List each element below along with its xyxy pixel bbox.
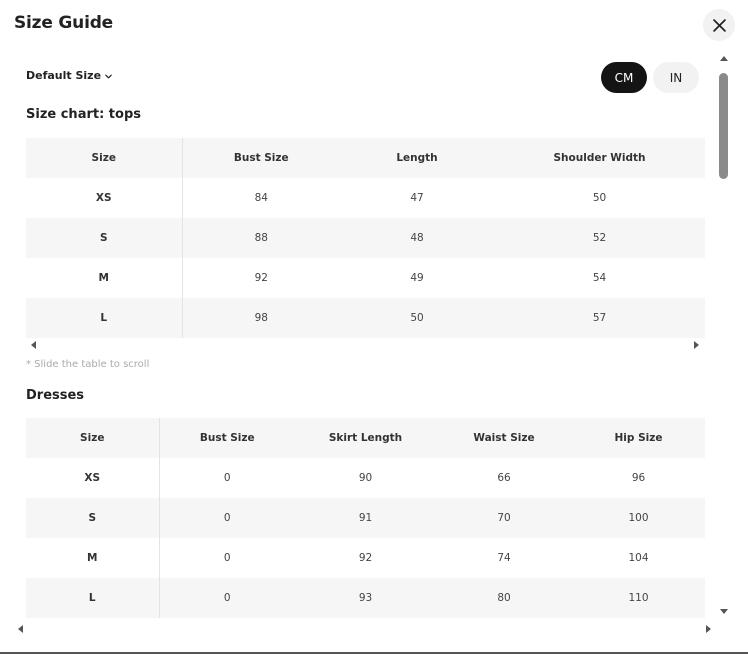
table-cell: 93: [295, 578, 436, 618]
unit-toggle: [601, 62, 699, 93]
column-header: Waist Size: [436, 418, 572, 458]
table-cell: 91: [295, 498, 436, 538]
column-header: Shoulder Width: [494, 138, 705, 178]
tops-table-container[interactable]: [26, 138, 705, 338]
column-header: Skirt Length: [295, 418, 436, 458]
table-cell: L: [26, 298, 182, 338]
page-horizontal-scrollbar[interactable]: [18, 625, 713, 635]
table-cell: 96: [631, 472, 646, 484]
table-cell: 100: [572, 498, 705, 538]
table-cell: 0: [223, 552, 231, 564]
table-cell: 92: [358, 552, 373, 564]
unit-cm-button[interactable]: CM: [601, 62, 647, 93]
tops-horizontal-scrollbar[interactable]: [31, 341, 701, 351]
dresses-size-table: [26, 418, 705, 618]
table-cell: 70: [436, 498, 572, 538]
table-cell: 90: [358, 472, 373, 484]
table-row: [26, 458, 705, 498]
table-cell: 0: [159, 578, 295, 618]
column-header: Bust Size: [182, 138, 340, 178]
table-row: [26, 298, 705, 338]
table-cell: 104: [628, 552, 649, 564]
scroll-right-arrow-icon[interactable]: [706, 625, 711, 633]
table-header-row: [26, 418, 705, 458]
table-cell: M: [26, 258, 182, 298]
table-cell: 48: [340, 218, 494, 258]
column-header: Bust Size: [159, 418, 295, 458]
scroll-left-arrow-icon[interactable]: [18, 625, 23, 633]
table-cell: 66: [497, 472, 511, 484]
table-header-row: [26, 138, 705, 178]
table-cell: M: [26, 538, 159, 578]
table-cell: 50: [340, 298, 494, 338]
table-cell: 0: [159, 498, 295, 538]
table-cell: XS: [26, 458, 159, 498]
column-header: Size: [26, 418, 159, 458]
table-cell: 84: [254, 192, 268, 204]
table-cell: XS: [26, 178, 182, 218]
table-cell: 50: [592, 192, 607, 204]
table-row: [26, 578, 705, 618]
scroll-right-arrow-icon[interactable]: [694, 341, 699, 349]
close-button[interactable]: [703, 9, 735, 41]
table-cell: 47: [410, 192, 424, 204]
table-cell: 52: [494, 218, 705, 258]
default-size-dropdown[interactable]: [26, 69, 113, 82]
table-row: [26, 258, 705, 298]
tops-size-table: [26, 138, 705, 338]
scroll-hint: * Slide the table to scroll: [26, 359, 150, 370]
close-icon: [713, 19, 726, 32]
column-header: Length: [340, 138, 494, 178]
table-row: [26, 178, 705, 218]
unit-in-button[interactable]: IN: [653, 62, 699, 93]
chevron-down-icon: [104, 72, 113, 81]
table-row: [26, 218, 705, 258]
table-cell: 54: [592, 272, 607, 284]
column-header: Size: [26, 138, 182, 178]
table-cell: S: [26, 498, 159, 538]
scroll-up-arrow-icon[interactable]: [720, 56, 728, 61]
table-cell: S: [26, 218, 182, 258]
column-header: Hip Size: [572, 418, 705, 458]
table-cell: 57: [494, 298, 705, 338]
vertical-scrollbar[interactable]: [716, 56, 732, 618]
table-cell: L: [26, 578, 159, 618]
table-cell: 0: [223, 472, 231, 484]
table-row: [26, 538, 705, 578]
table-cell: 98: [182, 298, 340, 338]
scroll-left-arrow-icon[interactable]: [31, 341, 36, 349]
scrollbar-thumb[interactable]: [719, 73, 728, 179]
tops-section-title: Size chart: tops: [26, 107, 142, 122]
dresses-table-container[interactable]: [26, 418, 705, 618]
table-cell: 110: [572, 578, 705, 618]
table-row: [26, 498, 705, 538]
table-cell: 49: [410, 272, 424, 284]
default-size-label: Default Size: [26, 69, 102, 82]
table-cell: 74: [497, 552, 511, 564]
table-cell: 80: [436, 578, 572, 618]
table-cell: 92: [254, 272, 268, 284]
dresses-section-title: Dresses: [26, 388, 85, 403]
scroll-down-arrow-icon[interactable]: [720, 609, 728, 614]
table-cell: 88: [182, 218, 340, 258]
modal-title: Size Guide: [14, 13, 113, 33]
